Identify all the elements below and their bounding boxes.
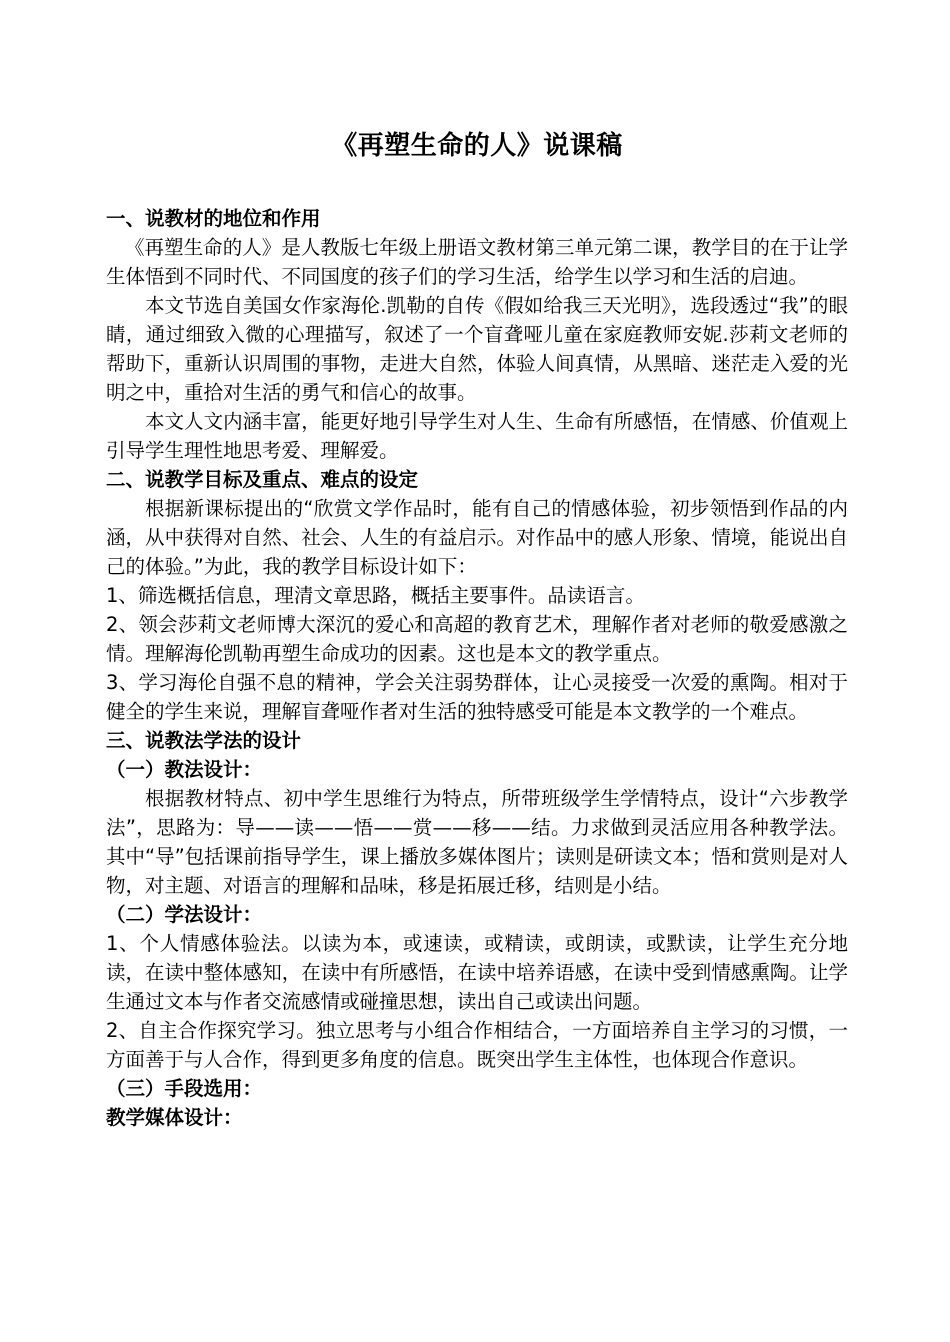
list-item: 1、筛选概括信息，理清文章思路，概括主要事件。品读语言。 <box>106 584 645 607</box>
section-heading-2: 二、说教学目标及重点、难点的设定 <box>106 468 419 491</box>
document-page <box>106 126 848 1132</box>
list-item: 1、个人情感体验法。以读为本，或速读，或精读，或朗读，或默读，让学生充分地读，在读中整体感知，在读中有所感悟，在读中培养语感，在读中受到情感熏陶。让学生通过文本与作者交流感情或碰撞思想，读出自己或读出问题。 <box>106 932 848 1013</box>
paragraph: 《再塑生命的人》是人教版七年级上册语文教材第三单元第二课，教学目的在于让学生体悟到不同时代、不同国度的孩子们的学习生活，给学生以学习和生活的启迪。 <box>106 236 848 288</box>
subsection-heading: （三）手段选用： <box>106 1077 263 1100</box>
paragraph: 根据教材特点、初中学生思维行为特点，所带班级学生学情特点，设计“六步教学法”，思路为：导——读——悟——赏——移——结。力求做到灵活应用各种教学法。其中“导”包括课前指导学生，课上播放多媒体图片；读则是研读文本；悟和赏则是对人物，对主题、对语言的理解和品味，移是拓展迁移，结则是小结。 <box>106 787 848 897</box>
paragraph: 本文人文内涵丰富，能更好地引导学生对人生、生命有所感悟，在情感、价值观上引导学生理性地思考爱、理解爱。 <box>106 410 848 462</box>
subsection-heading: （一）教法设计： <box>106 758 263 781</box>
list-item: 2、领会莎莉文老师博大深沉的爱心和高超的教育艺术，理解作者对老师的敬爱感激之情。理解海伦凯勒再塑生命成功的因素。这也是本文的教学重点。 <box>106 613 848 665</box>
media-design-label: 教学媒体设计： <box>106 1106 243 1129</box>
paragraph: 本文节选自美国女作家海伦.凯勒的自传《假如给我三天光明》，选段透过“我”的眼睛，通过细致入微的心理描写，叙述了一个盲聋哑儿童在家庭教师安妮.莎莉文老师的帮助下，重新认识周围的事物，走进大自然，体验人间真情，从黑暗、迷茫走入爱的光明之中，重拾对生活的勇气和信心的故事。 <box>106 294 848 404</box>
section-heading-3: 三、说教法学法的设计 <box>106 729 302 752</box>
list-item: 3、学习海伦自强不息的精神，学会关注弱势群体，让心灵接受一次爱的熏陶。相对于健全的学生来说，理解盲聋哑作者对生活的独特感受可能是本文教学的一个难点。 <box>106 671 848 723</box>
subsection-heading: （二）学法设计： <box>106 903 263 926</box>
document-title: 《再塑生命的人》说课稿 <box>331 131 623 161</box>
list-item: 2、自主合作探究学习。独立思考与小组合作相结合，一方面培养自主学习的习惯，一方面善于与人合作，得到更多角度的信息。既突出学生主体性，也体现合作意识。 <box>106 1019 848 1071</box>
section-heading-1: 一、说教材的地位和作用 <box>106 207 321 230</box>
paragraph: 根据新课标提出的“欣赏文学作品时，能有自己的情感体验，初步领悟到作品的内涵，从中获得对自然、社会、人生的有益启示。对作品中的感人形象、情境，能说出自己的体验。”为此，我的教学目标设计如下： <box>106 497 848 578</box>
